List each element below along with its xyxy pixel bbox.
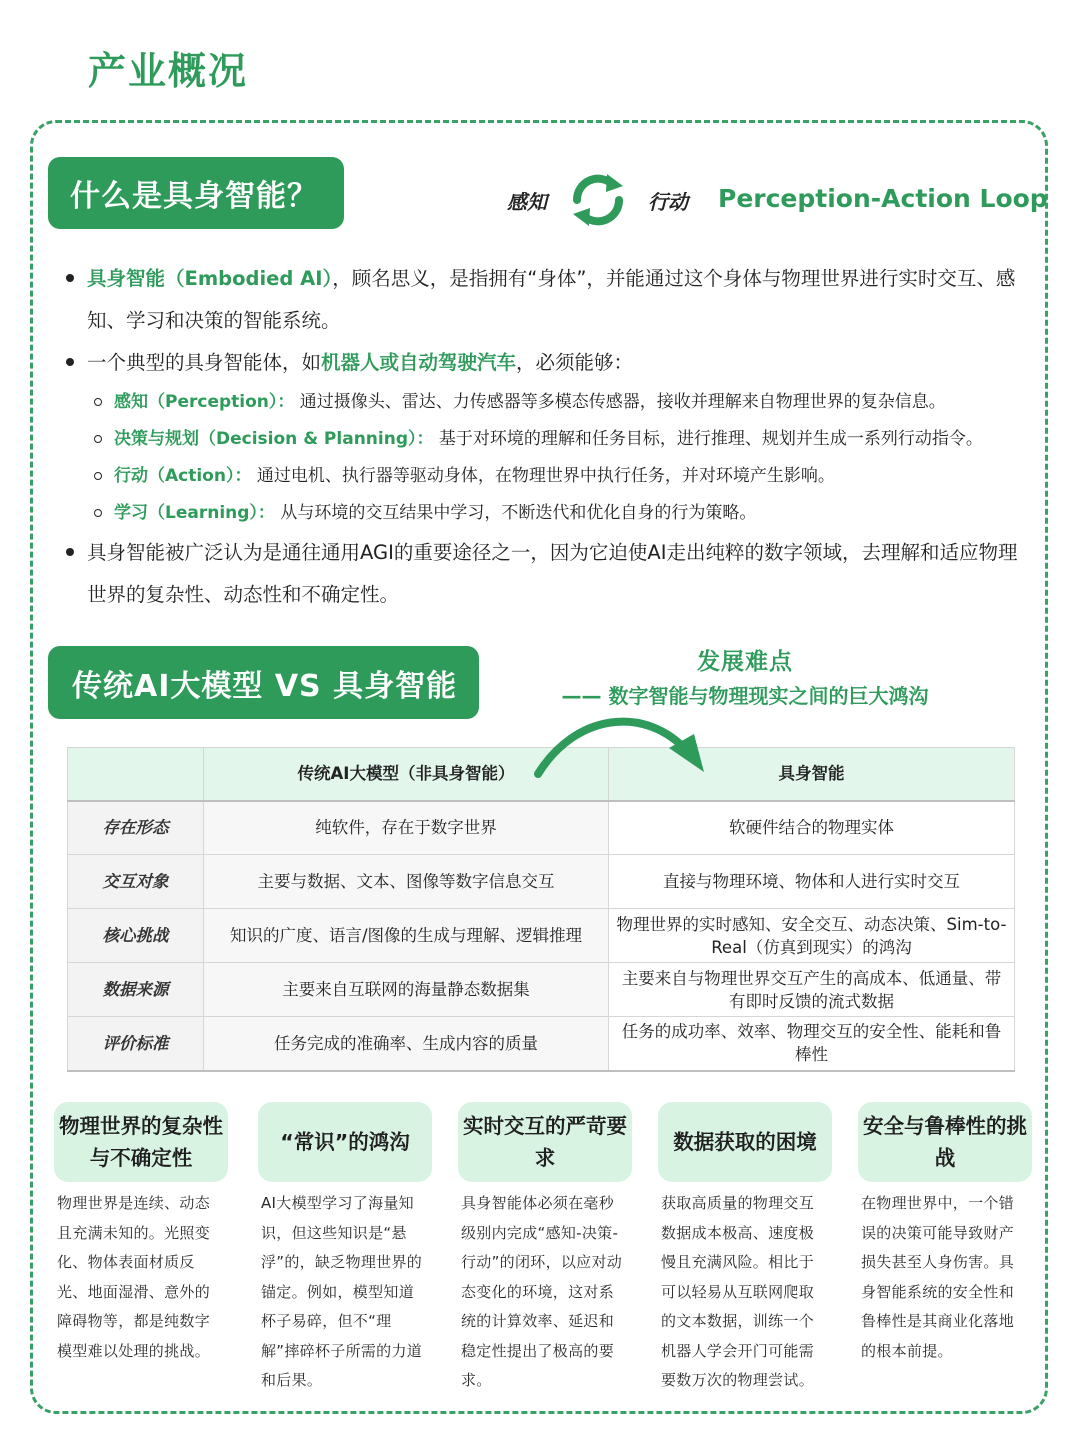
challenge-card-title: 安全与鲁棒性的挑战 [858, 1102, 1032, 1182]
list-item: 具身智能（Embodied AI），顾名思义，是指拥有“身体”，并能通过这个身体与物理世界进行实时交互、感知、学习和决策的智能系统。 [60, 258, 1030, 342]
curved-arrow-icon [520, 700, 720, 785]
challenge-card-title: 数据获取的困境 [658, 1102, 832, 1182]
challenge-card-title: 物理世界的复杂性与不确定性 [54, 1102, 228, 1182]
definition-list [60, 258, 1030, 616]
difficulty-subtitle: —— 数字智能与物理现实之间的巨大鸿沟 [561, 684, 929, 708]
table-row [68, 963, 1015, 1017]
challenge-card-title: “常识”的鸿沟 [258, 1102, 432, 1182]
sub-item-decision: 决策与规划（Decision & Planning）： 基于对环境的理解和任务目标，进行推理、规划并生成一系列行动指令。 [60, 421, 1030, 458]
loop-word-action: 行动 [648, 190, 688, 214]
sub-item-action: 行动（Action）： 通过电机、执行器等驱动身体，在物理世界中执行任务，并对环境产生影响。 [60, 458, 1030, 495]
sub-item-perception: 感知（Perception）： 通过摄像头、雷达、力传感器等多模态传感器，接收并理解来自物理世界的复杂信息。 [60, 384, 1030, 421]
table-cell: 知识的广度、语言/图像的生成与理解、逻辑推理 [204, 909, 609, 963]
row-label: 评价标准 [68, 1017, 204, 1071]
list-item: 一个典型的具身智能体，如机器人或自动驾驶汽车，必须能够： [60, 342, 1030, 384]
perception-action-loop [505, 168, 1048, 232]
table-cell: 物理世界的实时感知、安全交互、动态决策、Sim-to-Real（仿真到现实）的鸿沟 [609, 909, 1015, 963]
table-cell: 任务的成功率、效率、物理交互的安全性、能耗和鲁棒性 [609, 1017, 1015, 1071]
row-label: 存在形态 [68, 801, 204, 855]
challenge-card-title: 实时交互的严苛要求 [458, 1102, 632, 1182]
table-cell: 主要来自互联网的海量静态数据集 [204, 963, 609, 1017]
table-cell: 主要与数据、文本、图像等数字信息交互 [204, 855, 609, 909]
table-row [68, 855, 1015, 909]
table-cell: 软硬件结合的物理实体 [609, 801, 1015, 855]
table-row [68, 1017, 1015, 1071]
sub-item-learning: 学习（Learning）： 从与环境的交互结果中学习，不断迭代和优化自身的行为策略。 [60, 495, 1030, 532]
table-header-cell: 具身智能 [609, 748, 1015, 801]
section-title-comparison: 传统AI大模型 VS 具身智能 [48, 646, 479, 719]
row-label: 核心挑战 [68, 909, 204, 963]
challenge-description: 物理世界是连续、动态且充满未知的。光照变化、物体表面材质反光、地面湿滑、意外的障碍物等，都是纯数字模型难以处理的挑战。 [57, 1194, 211, 1360]
comparison-table [67, 747, 1015, 1072]
challenge-description: 具身智能体必须在毫秒级别内完成“感知-决策-行动”的闭环，以应对动态变化的环境，这对系统的计算效率、延迟和稳定性提出了极高的要求。 [461, 1194, 623, 1389]
table-row [68, 801, 1015, 855]
table-header-cell: 传统AI大模型（非具身智能） [204, 748, 609, 801]
section-title-what-is: 什么是具身智能？ [48, 157, 344, 229]
table-cell: 任务完成的准确率、生成内容的质量 [204, 1017, 609, 1071]
row-label: 交互对象 [68, 855, 204, 909]
loop-label: Perception-Action Loop [718, 184, 1048, 213]
page-title: 产业概况 [88, 49, 249, 93]
table-cell: 主要来自与物理世界交互产生的高成本、低通量、带有即时反馈的流式数据 [609, 963, 1015, 1017]
challenge-description: 获取高质量的物理交互数据成本极高、速度极慢且充满风险。相比于可以轻易从互联网爬取的文本数据，训练一个机器人学会开门可能需要数万次的物理尝试。 [661, 1194, 815, 1389]
table-row [68, 909, 1015, 963]
challenge-description: AI大模型学习了海量知识，但这些知识是“悬浮”的，缺乏物理世界的锚定。例如，模型知道杯子易碎，但不“理解”摔碎杯子所需的力道和后果。 [261, 1194, 423, 1389]
table-header-cell [68, 748, 204, 801]
table-cell: 纯软件，存在于数字世界 [204, 801, 609, 855]
difficulty-title: 发展难点 [697, 649, 793, 675]
table-cell: 直接与物理环境、物体和人进行实时交互 [609, 855, 1015, 909]
row-label: 数据来源 [68, 963, 204, 1017]
loop-word-perception: 感知 [507, 190, 547, 214]
refresh-cycle-icon [567, 170, 629, 230]
challenge-description: 在物理世界中，一个错误的决策可能导致财产损失甚至人身伤害。具身智能系统的安全性和鲁棒性是其商业化落地的根本前提。 [861, 1194, 1015, 1360]
list-item: 具身智能被广泛认为是通往通用AGI的重要途径之一，因为它迫使AI走出纯粹的数字领域，去理解和适应物理世界的复杂性、动态性和不确定性。 [60, 532, 1030, 616]
